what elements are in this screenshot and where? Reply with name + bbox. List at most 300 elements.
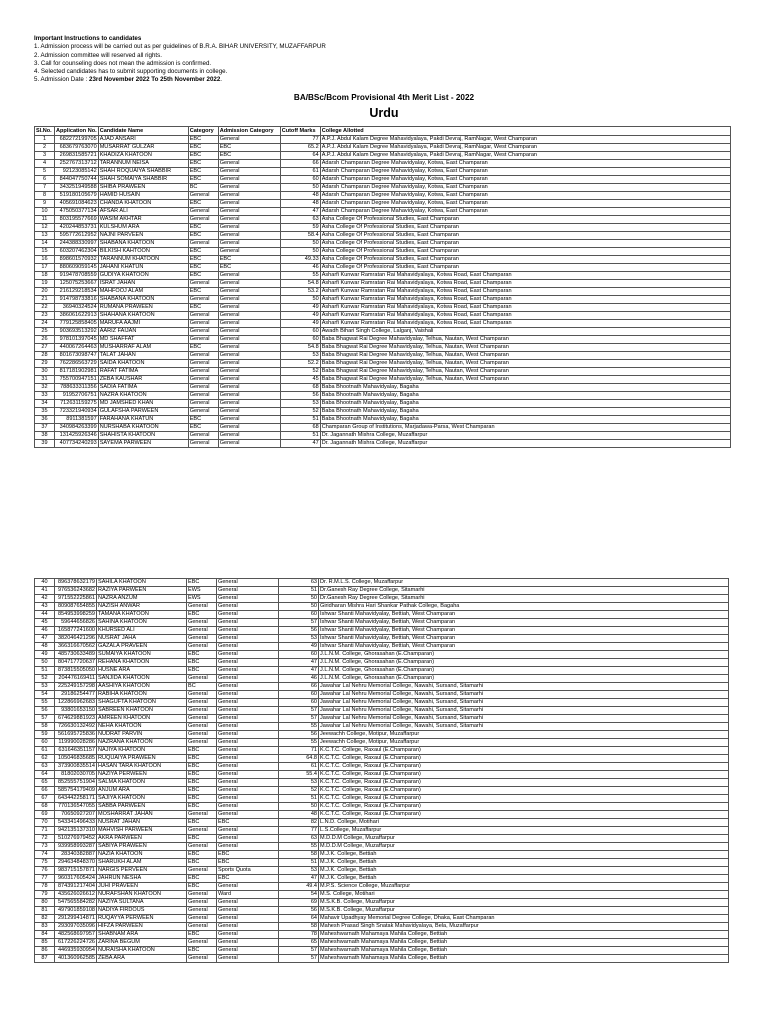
cell-application-no: 809087654855 bbox=[55, 603, 97, 611]
cell-admission-category: General bbox=[217, 659, 279, 667]
cell-category: General bbox=[187, 955, 217, 963]
cell-application-no: 712631159275 bbox=[55, 400, 99, 408]
cell-candidate-name: NUDRAT PARVIN bbox=[97, 731, 187, 739]
table-row bbox=[35, 763, 729, 771]
cell-application-no: 8911381597 bbox=[55, 416, 99, 424]
cell-category: EBC bbox=[188, 288, 218, 296]
col-category: Category bbox=[188, 127, 218, 136]
table-row bbox=[35, 328, 731, 336]
cell-cutoff-marks: 49.33 bbox=[280, 256, 320, 264]
cell-application-no: 585754179409 bbox=[55, 787, 97, 795]
cell-college-allotted: Jawahar Lal Nehru Memorial College, Nawahi, Sursand, Sitamarhi bbox=[319, 707, 729, 715]
cell-admission-category: General bbox=[218, 208, 280, 216]
cell-cutoff-marks: 47 bbox=[279, 667, 319, 675]
cell-category: EBC bbox=[187, 835, 217, 843]
page-subtitle: Urdu bbox=[369, 106, 399, 120]
cell-slno: 34 bbox=[35, 400, 55, 408]
cell-college-allotted: Asha College Of Professional Studies, East Champaran bbox=[320, 256, 730, 264]
cell-college-allotted: K.C.T.C. College, Raxaul (E.Champaran) bbox=[319, 771, 729, 779]
cell-cutoff-marks: 55 bbox=[279, 843, 319, 851]
table-row bbox=[35, 771, 729, 779]
col-college-allotted: College Allotted bbox=[320, 127, 730, 136]
cell-cutoff-marks: 68 bbox=[280, 424, 320, 432]
cell-candidate-name: MARUFA AAJMI bbox=[98, 320, 188, 328]
cell-slno: 26 bbox=[35, 336, 55, 344]
cell-candidate-name: NAZIA KHATOON bbox=[97, 851, 187, 859]
cell-candidate-name: SANJIDA KHATOON bbox=[97, 675, 187, 683]
cell-slno: 35 bbox=[35, 408, 55, 416]
cell-candidate-name: NAZIYA SULTANA bbox=[97, 899, 187, 907]
cell-admission-category: General bbox=[217, 843, 279, 851]
cell-admission-category: General bbox=[217, 723, 279, 731]
table-row bbox=[35, 947, 729, 955]
cell-candidate-name: SADIA FATIMA bbox=[98, 384, 188, 392]
cell-slno: 38 bbox=[35, 432, 55, 440]
cell-candidate-name: GULAFSHA PARWEEN bbox=[98, 408, 188, 416]
cell-slno: 53 bbox=[35, 683, 55, 691]
table-row bbox=[35, 819, 729, 827]
cell-category: EBC bbox=[187, 931, 217, 939]
cell-cutoff-marks: 65 bbox=[279, 939, 319, 947]
table-row bbox=[35, 811, 729, 819]
cell-cutoff-marks: 54.8 bbox=[280, 280, 320, 288]
cell-slno: 9 bbox=[35, 200, 55, 208]
cell-admission-category: EBC bbox=[218, 256, 280, 264]
cell-candidate-name: SHAHISTA KHATOON bbox=[98, 432, 188, 440]
table-row bbox=[35, 707, 729, 715]
cell-cutoff-marks: 64 bbox=[279, 915, 319, 923]
cell-slno: 11 bbox=[35, 216, 55, 224]
cell-admission-category: General bbox=[218, 304, 280, 312]
cell-candidate-name: ZARINA BEGUM bbox=[97, 939, 187, 947]
table-row bbox=[35, 739, 729, 747]
cell-cutoff-marks: 69 bbox=[279, 899, 319, 907]
cell-candidate-name: AARIZ FAIJAN bbox=[98, 328, 188, 336]
cell-slno: 51 bbox=[35, 667, 55, 675]
cell-college-allotted: Maheshwarnath Mahamaya Mahila College, Bettiah bbox=[319, 947, 729, 955]
cell-application-no: 801673098747 bbox=[55, 352, 99, 360]
cell-college-allotted: Adarsh Champaran Degree Mahavidyalay, Kotwa, East Champaran bbox=[320, 184, 730, 192]
cell-college-allotted: Ishwar Shanti Mahavidyalay, Bettiah, West Champaran bbox=[319, 635, 729, 643]
cell-slno: 23 bbox=[35, 312, 55, 320]
cell-cutoff-marks: 57 bbox=[279, 619, 319, 627]
cell-slno: 24 bbox=[35, 320, 55, 328]
cell-college-allotted: M.J.K. College, Bettiah bbox=[319, 867, 729, 875]
cell-application-no: 543341496433 bbox=[55, 819, 97, 827]
cell-cutoff-marks: 61 bbox=[279, 763, 319, 771]
cell-college-allotted: Adarsh Champaran Degree Mahavidyalay, Kotwa, East Champaran bbox=[320, 200, 730, 208]
cell-category: General bbox=[188, 208, 218, 216]
cell-candidate-name: ISRAT JAHAN bbox=[98, 280, 188, 288]
cell-slno: 10 bbox=[35, 208, 55, 216]
cell-cutoff-marks: 45 bbox=[280, 376, 320, 384]
merit-table bbox=[34, 126, 731, 448]
cell-candidate-name: TARANNUM KHATOON bbox=[98, 256, 188, 264]
cell-cutoff-marks: 71 bbox=[279, 747, 319, 755]
cell-category: General bbox=[187, 739, 217, 747]
cell-college-allotted: Adarsh Champaran Degree Mahavidyalay, Kotwa, East Champaran bbox=[320, 192, 730, 200]
cell-admission-category: General bbox=[218, 224, 280, 232]
cell-candidate-name: MAHFOOJ ALAM bbox=[98, 288, 188, 296]
cell-cutoff-marks: 54.8 bbox=[280, 344, 320, 352]
cell-category: EBC bbox=[187, 667, 217, 675]
cell-application-no: 119990028286 bbox=[55, 739, 97, 747]
cell-college-allotted: M.D.D.M College, Muzaffarpur bbox=[319, 835, 729, 843]
cell-application-no: 291299414871 bbox=[55, 915, 97, 923]
cell-college-allotted: A.P.J. Abdul Kalam Degree Mahavidyalaya, Pakdi Devraj, RamNagar, West Champaran bbox=[320, 144, 730, 152]
cell-slno: 36 bbox=[35, 416, 55, 424]
cell-college-allotted: M.S.K.B. College, Muzaffarpur bbox=[319, 899, 729, 907]
cell-application-no: 382046421296 bbox=[55, 635, 97, 643]
cell-application-no: 204476169411 bbox=[55, 675, 97, 683]
cell-application-no: 755700947151 bbox=[55, 376, 99, 384]
table-row bbox=[35, 891, 729, 899]
cell-admission-category: General bbox=[217, 587, 279, 595]
cell-cutoff-marks: 49 bbox=[280, 320, 320, 328]
table-row bbox=[35, 216, 731, 224]
cell-slno: 59 bbox=[35, 731, 55, 739]
cell-slno: 74 bbox=[35, 851, 55, 859]
cell-college-allotted: Adarsh Champaran Degree Mahavidyalay, Kotwa, East Champaran bbox=[320, 168, 730, 176]
table-row bbox=[35, 883, 729, 891]
cell-candidate-name: ZEBA KAUSHAR bbox=[98, 376, 188, 384]
cell-candidate-name: NAZRA KHATOON bbox=[98, 392, 188, 400]
cell-cutoff-marks: 53 bbox=[280, 400, 320, 408]
cell-slno: 49 bbox=[35, 651, 55, 659]
cell-application-no: 420244853731 bbox=[55, 224, 99, 232]
cell-candidate-name: NAJIYA KHATOON bbox=[97, 747, 187, 755]
cell-application-no: 971552225861 bbox=[55, 595, 97, 603]
cell-cutoff-marks: 48 bbox=[280, 192, 320, 200]
cell-application-no: 343251949588 bbox=[55, 184, 99, 192]
cell-candidate-name: NEHA KHATOON bbox=[97, 723, 187, 731]
cell-category: General bbox=[187, 691, 217, 699]
cell-slno: 14 bbox=[35, 240, 55, 248]
cell-slno: 84 bbox=[35, 931, 55, 939]
cell-category: EBC bbox=[187, 851, 217, 859]
merit-table-continued bbox=[34, 578, 729, 963]
cell-candidate-name: JAHRUN NESHA bbox=[97, 875, 187, 883]
cell-admission-category: General bbox=[217, 947, 279, 955]
cell-slno: 86 bbox=[35, 947, 55, 955]
cell-candidate-name: BILKISH KAHTOON bbox=[98, 248, 188, 256]
cell-application-no: 497901859108 bbox=[55, 907, 97, 915]
cell-category: EBC bbox=[187, 947, 217, 955]
cell-admission-category: Ward bbox=[217, 891, 279, 899]
cell-admission-category: General bbox=[217, 691, 279, 699]
cell-admission-category: General bbox=[218, 232, 280, 240]
cell-college-allotted: Dr. R.M.L.S. College, Muzaffarpur bbox=[319, 579, 729, 587]
cell-college-allotted: K.C.T.C. College, Raxaul (E.Champaran) bbox=[319, 803, 729, 811]
cell-application-no: 873815505050 bbox=[55, 667, 97, 675]
cell-college-allotted: L.N.D. College, Motihari bbox=[319, 819, 729, 827]
cell-admission-category: General bbox=[218, 280, 280, 288]
cell-college-allotted: Jawahar Lal Nehru Memorial College, Nawahi, Sursand, Sitamarhi bbox=[319, 715, 729, 723]
cell-candidate-name: SABBA PARWEEN bbox=[97, 803, 187, 811]
cell-candidate-name: SAIDA KHATOON bbox=[98, 360, 188, 368]
date-prefix: 5. Admission Date : bbox=[34, 76, 90, 84]
cell-admission-category: EBC bbox=[218, 264, 280, 272]
cell-application-no: 779125858405 bbox=[55, 320, 99, 328]
table-row bbox=[35, 384, 731, 392]
cell-slno: 16 bbox=[35, 256, 55, 264]
table-row bbox=[35, 643, 729, 651]
cell-slno: 3 bbox=[35, 152, 55, 160]
cell-college-allotted: Baba Bhagwat Rai Degree Mahavidyalay, Telhua, Nautan, West Champaran bbox=[320, 360, 730, 368]
cell-application-no: 919478708559 bbox=[55, 272, 99, 280]
cell-slno: 42 bbox=[35, 595, 55, 603]
cell-college-allotted: Ishwar Shanti Mahavidyalay, Bettiah, West Champaran bbox=[319, 627, 729, 635]
cell-candidate-name: SABREEN KHATOON bbox=[97, 707, 187, 715]
cell-application-no: 475050377134 bbox=[55, 208, 99, 216]
cell-application-no: 896378632179 bbox=[55, 579, 97, 587]
cell-admission-category: General bbox=[217, 939, 279, 947]
cell-admission-category: General bbox=[218, 248, 280, 256]
table-row bbox=[35, 192, 731, 200]
cell-college-allotted: Jawahar Lal Nehru Memorial College, Nawahi, Sursand, Sitamarhi bbox=[319, 699, 729, 707]
cell-college-allotted: Asharfi Kunwar Ramratan Rai Mahavidyalaya, Kotwa Road, East Champaran bbox=[320, 272, 730, 280]
cell-college-allotted: Baba Bhootnath Mahavidyalay, Bagaha bbox=[320, 400, 730, 408]
table-row bbox=[35, 587, 729, 595]
cell-college-allotted: Ishwar Shanti Mahavidyalay, Bettiah, West Champaran bbox=[319, 611, 729, 619]
cell-application-no: 405691084623 bbox=[55, 200, 99, 208]
cell-category: General bbox=[188, 368, 218, 376]
cell-category: General bbox=[188, 192, 218, 200]
cell-slno: 22 bbox=[35, 304, 55, 312]
cell-slno: 33 bbox=[35, 392, 55, 400]
cell-cutoff-marks: 51 bbox=[279, 795, 319, 803]
cell-category: EBC bbox=[188, 224, 218, 232]
cell-college-allotted: Adarsh Champaran Degree Mahavidyalay, Kotwa, East Champaran bbox=[320, 208, 730, 216]
table-row bbox=[35, 280, 731, 288]
cell-application-no: 726630132492 bbox=[55, 723, 97, 731]
cell-cutoff-marks: 50 bbox=[279, 595, 319, 603]
cell-candidate-name: MUSHARRAF ALAM bbox=[98, 344, 188, 352]
cell-college-allotted: Adarsh Champaran Degree Mahavidyalay, Kotwa, East Champaran bbox=[320, 176, 730, 184]
cell-category: General bbox=[187, 635, 217, 643]
cell-application-no: 960317605424 bbox=[55, 875, 97, 883]
table-row bbox=[35, 723, 729, 731]
cell-college-allotted: K.C.T.C. College, Raxaul (E.Champaran) bbox=[319, 755, 729, 763]
cell-application-no: 401360962585 bbox=[55, 955, 97, 963]
table-row bbox=[35, 635, 729, 643]
cell-slno: 52 bbox=[35, 675, 55, 683]
cell-slno: 6 bbox=[35, 176, 55, 184]
table-row bbox=[35, 256, 731, 264]
table-row bbox=[35, 939, 729, 947]
cell-college-allotted: Baba Bhagwat Rai Degree Mahavidyalay, Telhua, Nautan, West Champaran bbox=[320, 368, 730, 376]
cell-category: EBC bbox=[188, 136, 218, 144]
cell-category: General bbox=[188, 240, 218, 248]
cell-candidate-name: AKRA PARWEEN bbox=[97, 835, 187, 843]
cell-college-allotted: Dr. Jagannath Mishra College, Muzaffarpur bbox=[320, 440, 730, 448]
cell-college-allotted: Dr.Ganesh Ray Degree College, Sitamarhi bbox=[319, 595, 729, 603]
cell-admission-category: General bbox=[218, 288, 280, 296]
cell-cutoff-marks: 53 bbox=[279, 867, 319, 875]
cell-cutoff-marks: 58 bbox=[279, 851, 319, 859]
cell-application-no: 510276979452 bbox=[55, 835, 97, 843]
cell-slno: 40 bbox=[35, 579, 55, 587]
cell-cutoff-marks: 47 bbox=[279, 659, 319, 667]
cell-application-no: 407734240293 bbox=[55, 440, 99, 448]
cell-slno: 43 bbox=[35, 603, 55, 611]
cell-admission-category: General bbox=[217, 883, 279, 891]
cell-candidate-name: SABIYA PRAWEEN bbox=[97, 843, 187, 851]
cell-college-allotted: A.P.J. Abdul Kalam Degree Mahavidyalaya, Pakdi Devraj, RamNagar, West Champaran bbox=[320, 152, 730, 160]
cell-candidate-name: AFSAR ALI bbox=[98, 208, 188, 216]
cell-college-allotted: L.S.College, Muzaffarpur bbox=[319, 827, 729, 835]
cell-category: EBC bbox=[187, 859, 217, 867]
cell-cutoff-marks: 53.2 bbox=[280, 288, 320, 296]
cell-college-allotted: M.J.K. College, Bettiah bbox=[319, 859, 729, 867]
cell-category: EBC bbox=[187, 875, 217, 883]
cell-cutoff-marks: 51 bbox=[279, 859, 319, 867]
cell-cutoff-marks: 66 bbox=[280, 160, 320, 168]
cell-college-allotted: Baba Bhootnath Mahavidyalay, Bagaha bbox=[320, 392, 730, 400]
table-row bbox=[35, 440, 731, 448]
cell-college-allotted: Baba Bhagwat Rai Degree Mahavidyalay, Telhua, Nautan, West Champaran bbox=[320, 344, 730, 352]
cell-admission-category: General bbox=[218, 136, 280, 144]
table-row bbox=[35, 176, 731, 184]
cell-cutoff-marks: 78 bbox=[279, 931, 319, 939]
cell-college-allotted: Champaran Group of Institutions, Marjadawa-Parsa, West Champaran bbox=[320, 424, 730, 432]
table-row bbox=[35, 627, 729, 635]
instructions bbox=[34, 35, 734, 85]
cell-application-no: 294634848370 bbox=[55, 859, 97, 867]
col-candidate-name: Candidate Name bbox=[98, 127, 188, 136]
cell-category: General bbox=[188, 216, 218, 224]
cell-college-allotted: J.L.N.M. College, Ghorasahan (E.Champaran) bbox=[319, 651, 729, 659]
cell-college-allotted: Dr. Jagannath Mishra College, Muzaffarpur bbox=[320, 432, 730, 440]
cell-admission-category: General bbox=[217, 795, 279, 803]
cell-cutoff-marks: 51 bbox=[279, 587, 319, 595]
table-row bbox=[35, 795, 729, 803]
cell-category: EBC bbox=[188, 272, 218, 280]
cell-category: EBC bbox=[187, 771, 217, 779]
table-row bbox=[35, 907, 729, 915]
col-slno: Sl.No. bbox=[35, 127, 55, 136]
instruction-line: 4. Selected candidates has to submit supporting documents in college. bbox=[34, 68, 228, 76]
cell-admission-category: General bbox=[217, 755, 279, 763]
cell-cutoff-marks: 52.2 bbox=[280, 360, 320, 368]
table-row bbox=[35, 368, 731, 376]
table-row bbox=[35, 923, 729, 931]
cell-college-allotted: Asha College Of Professional Studies, East Champaran bbox=[320, 248, 730, 256]
cell-candidate-name: SALMA KHATOON bbox=[97, 779, 187, 787]
cell-cutoff-marks: 50 bbox=[280, 248, 320, 256]
cell-candidate-name: HIFZA PARWEEN bbox=[97, 923, 187, 931]
table-row bbox=[35, 731, 729, 739]
cell-admission-category: General bbox=[217, 899, 279, 907]
cell-admission-category: General bbox=[218, 320, 280, 328]
cell-admission-category: General bbox=[218, 240, 280, 248]
cell-candidate-name: MUSARRAT GULZAR bbox=[98, 144, 188, 152]
cell-slno: 54 bbox=[35, 691, 55, 699]
cell-candidate-name: FARAHANA KHATUN bbox=[98, 416, 188, 424]
cell-category: General bbox=[187, 899, 217, 907]
cell-admission-category: General bbox=[218, 360, 280, 368]
cell-application-no: 269831585721 bbox=[55, 152, 99, 160]
cell-candidate-name: HAMID HUSAIN bbox=[98, 192, 188, 200]
cell-slno: 13 bbox=[35, 232, 55, 240]
cell-category: EBC bbox=[187, 659, 217, 667]
cell-slno: 37 bbox=[35, 424, 55, 432]
cell-college-allotted: Asha College Of Professional Studies, East Champaran bbox=[320, 240, 730, 248]
cell-candidate-name: NURAISHA KHATOON bbox=[97, 947, 187, 955]
cell-application-no: 852555751904 bbox=[55, 779, 97, 787]
cell-candidate-name: GUDIYA KHATOON bbox=[98, 272, 188, 280]
cell-cutoff-marks: 50 bbox=[279, 803, 319, 811]
cell-admission-category: General bbox=[217, 643, 279, 651]
cell-admission-category: General bbox=[217, 923, 279, 931]
cell-admission-category: General bbox=[218, 424, 280, 432]
cell-college-allotted: Baba Bhagwat Rai Degree Mahavidyalay, Telhua, Nautan, West Champaran bbox=[320, 352, 730, 360]
table-row bbox=[35, 859, 729, 867]
table-row bbox=[35, 400, 731, 408]
cell-college-allotted: Jeewachh College, Motipur, Muzaffarpur bbox=[319, 731, 729, 739]
cell-application-no: 293097035096 bbox=[55, 923, 97, 931]
cell-cutoff-marks: 53 bbox=[279, 635, 319, 643]
table-row bbox=[35, 779, 729, 787]
cell-college-allotted: J.L.N.M. College, Ghorasahan (E.Champaran) bbox=[319, 675, 729, 683]
cell-slno: 72 bbox=[35, 835, 55, 843]
cell-slno: 50 bbox=[35, 659, 55, 667]
table-row bbox=[35, 699, 729, 707]
cell-application-no: 914798733816 bbox=[55, 296, 99, 304]
cell-application-no: 880609059145 bbox=[55, 264, 99, 272]
cell-cutoff-marks: 55 bbox=[279, 739, 319, 747]
table-row bbox=[35, 288, 731, 296]
table-row bbox=[35, 184, 731, 192]
cell-admission-category: General bbox=[217, 683, 279, 691]
cell-admission-category: General bbox=[218, 192, 280, 200]
cell-college-allotted: Giridharan Mishra Hari Shankar Pathak College, Bagaha bbox=[319, 603, 729, 611]
cell-candidate-name: HASAN TARA KHATOON bbox=[97, 763, 187, 771]
cell-slno: 44 bbox=[35, 611, 55, 619]
table-row bbox=[35, 667, 729, 675]
table-row bbox=[35, 352, 731, 360]
table-row bbox=[35, 200, 731, 208]
cell-candidate-name: SHIBA PRAWEEN bbox=[98, 184, 188, 192]
cell-candidate-name: ANJUM ARA bbox=[97, 787, 187, 795]
cell-college-allotted: Jeewachh College, Motipur, Muzaffarpur bbox=[319, 739, 729, 747]
cell-slno: 81 bbox=[35, 907, 55, 915]
cell-candidate-name: RAFAT FATIMA bbox=[98, 368, 188, 376]
cell-category: General bbox=[187, 811, 217, 819]
table-row bbox=[35, 272, 731, 280]
table-row bbox=[35, 611, 729, 619]
cell-application-no: 978101397045 bbox=[55, 336, 99, 344]
cell-category: General bbox=[188, 376, 218, 384]
cell-cutoff-marks: 56 bbox=[279, 731, 319, 739]
cell-slno: 77 bbox=[35, 875, 55, 883]
cell-category: General bbox=[188, 432, 218, 440]
cell-category: EBC bbox=[188, 232, 218, 240]
cell-application-no: 446935930954 bbox=[55, 947, 97, 955]
cell-cutoff-marks: 56 bbox=[279, 907, 319, 915]
cell-candidate-name: MD SHAFFAT bbox=[98, 336, 188, 344]
cell-cutoff-marks: 61 bbox=[280, 168, 320, 176]
cell-admission-category: General bbox=[218, 184, 280, 192]
cell-category: EBC bbox=[187, 611, 217, 619]
cell-slno: 68 bbox=[35, 803, 55, 811]
cell-college-allotted: Maheshwarnath Mahamaya Mahila College, Bettiah bbox=[319, 939, 729, 947]
cell-admission-category: General bbox=[218, 216, 280, 224]
cell-category: General bbox=[187, 939, 217, 947]
cell-college-allotted: Asha College Of Professional Studies, East Champaran bbox=[320, 216, 730, 224]
cell-admission-category: EBC bbox=[217, 851, 279, 859]
cell-college-allotted: Asha College Of Professional Studies, East Champaran bbox=[320, 232, 730, 240]
